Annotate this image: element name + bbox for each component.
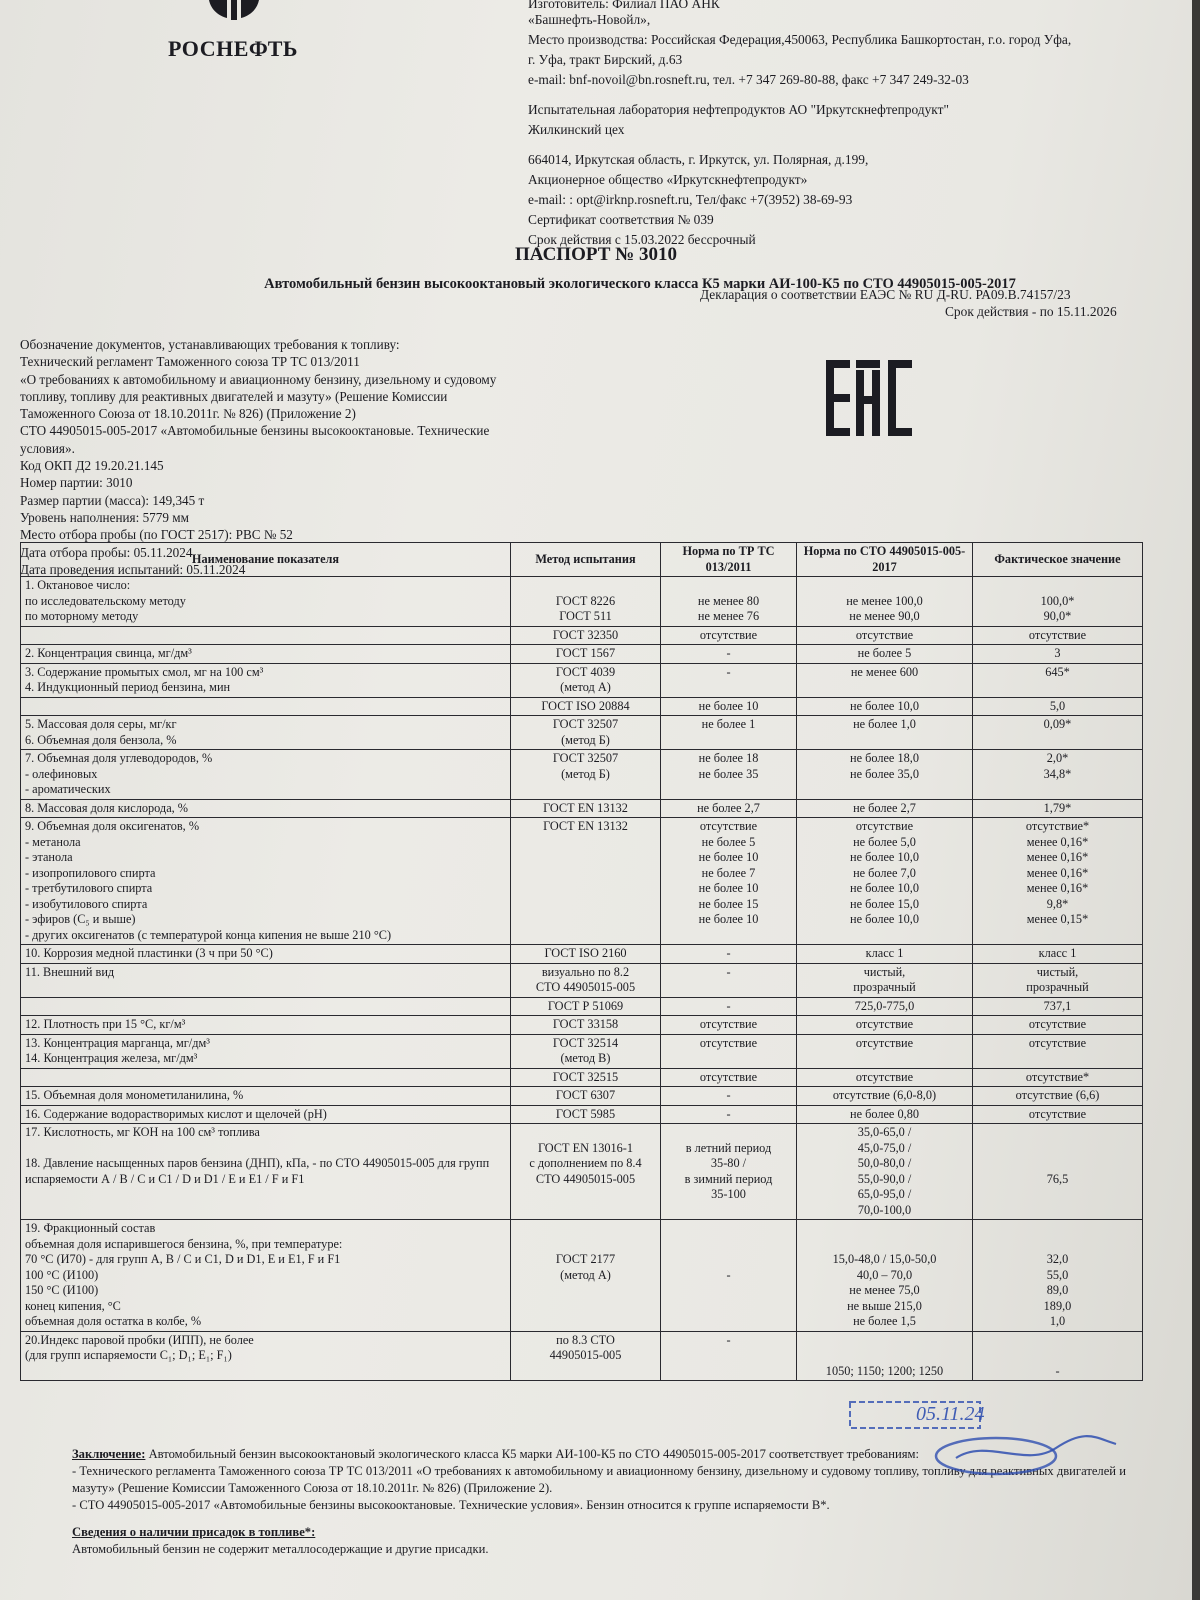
indicator-cell bbox=[21, 997, 511, 1016]
norm-sto-cell: не более 0,80 bbox=[797, 1105, 973, 1124]
conclusion-item: - Технического регламента Таможенного союза ТР ТС 013/2011 «О требованиях к автомобильному и авиационному бензину, дизельному и судовому топливу, топливу для реактивных двигателей и мазуту» (Решение Комиссии Таможенного Союза от 18.10.2011г. № 826) (Приложение 2). bbox=[72, 1464, 1126, 1495]
header-line: e-mail: bnf-novoil@bn.rosneft.ru, тел. +7 347 269-80-88, факс +7 347 249-32-03 bbox=[528, 72, 969, 87]
info-line: Место отбора пробы (по ГОСТ 2517): РВС № 52 bbox=[20, 527, 293, 543]
header-line: «Башнефть-Новойл», bbox=[528, 12, 651, 27]
header-line: Изготовитель: Филиал ПАО АНК bbox=[528, 0, 720, 11]
header-line: Сертификат соответствия № 039 bbox=[528, 212, 714, 227]
norm-sto-cell: отсутствие bbox=[797, 1016, 973, 1035]
method-cell: ГОСТ 6307 bbox=[511, 1087, 661, 1106]
method-cell: ГОСТ 33158 bbox=[511, 1016, 661, 1035]
actual-value-cell: 645* bbox=[973, 663, 1143, 697]
conclusion-text: Автомобильный бензин высокооктановый экологического класса К5 марки АИ-100-К5 по СТО 44905015-005-2017 соответствует требованиям: bbox=[148, 1447, 920, 1461]
norm-trts-cell: не более 2,7 bbox=[661, 799, 797, 818]
norm-trts-cell: - bbox=[661, 1087, 797, 1106]
norm-sto-cell: не более 10,0 bbox=[797, 697, 973, 716]
actual-value-cell: отсутствие bbox=[973, 1016, 1143, 1035]
actual-value-cell: 737,1 bbox=[973, 997, 1143, 1016]
method-cell: ГОСТ EN 13132 bbox=[511, 818, 661, 945]
norm-trts-cell: - bbox=[661, 963, 797, 997]
table-row bbox=[21, 663, 1143, 697]
norm-sto-cell: отсутствие bbox=[797, 1068, 973, 1087]
table-row bbox=[21, 697, 1143, 716]
table-row bbox=[21, 1034, 1143, 1068]
method-cell: ГОСТ 5985 bbox=[511, 1105, 661, 1124]
norm-sto-cell: 15,0-48,0 / 15,0-50,0 40,0 – 70,0 не менее 75,0 не выше 215,0 не более 1,5 bbox=[797, 1220, 973, 1332]
method-cell: ГОСТ ISO 2160 bbox=[511, 945, 661, 964]
method-cell: ГОСТ Р 51069 bbox=[511, 997, 661, 1016]
norm-trts-cell: отсутствие bbox=[661, 1034, 797, 1068]
table-row bbox=[21, 1105, 1143, 1124]
norm-sto-cell: не менее 100,0 не менее 90,0 bbox=[797, 577, 973, 627]
table-row bbox=[21, 750, 1143, 800]
info-line: «О требованиях к автомобильному и авиационному бензину, дизельному и судовому топливу, топливу для реактивных двигателей и мазуту» (Решение Комиссии Таможенного Союза от 18.10.2011г. № 826) (Приложение 2) bbox=[20, 371, 497, 422]
indicator-cell: 8. Массовая доля кислорода, % bbox=[21, 799, 511, 818]
conclusion-item: - СТО 44905015-005-2017 «Автомобильные бензины высокооктановые. Технические условия». Бензин относится к группе испаряемости В*. bbox=[72, 1498, 830, 1512]
eac-mark-icon bbox=[826, 360, 912, 436]
actual-value-cell: отсутствие bbox=[973, 1034, 1143, 1068]
norm-trts-cell: - bbox=[661, 645, 797, 664]
info-line: СТО 44905015-005-2017 «Автомобильные бензины высокооктановые. Технические условия». bbox=[20, 423, 490, 456]
method-cell: ГОСТ 1567 bbox=[511, 645, 661, 664]
norm-trts-cell: не менее 80 не менее 76 bbox=[661, 577, 797, 627]
info-line: Размер партии (масса): 149,345 т bbox=[20, 492, 205, 508]
norm-sto-cell: отсутствие bbox=[797, 1034, 973, 1068]
method-cell: ГОСТ ISO 20884 bbox=[511, 697, 661, 716]
table-row bbox=[21, 1124, 1143, 1220]
norm-trts-cell: отсутствие не более 5 не более 10 не более 7 не более 10 не более 15 не более 10 bbox=[661, 818, 797, 945]
norm-sto-cell: чистый, прозрачный bbox=[797, 963, 973, 997]
passport-subtitle: Автомобильный бензин высокооктановый экологического класса К5 марки АИ-100-К5 по СТО 44905015-005-2017 bbox=[264, 276, 1016, 292]
norm-sto-cell: не более 5 bbox=[797, 645, 973, 664]
actual-value-cell: 32,0 55,0 89,0 189,0 1,0 bbox=[973, 1220, 1143, 1332]
header-line: e-mail: : opt@irknp.rosneft.ru, Тел/факс +7(3952) 38-69-93 bbox=[528, 192, 853, 207]
column-header: Норма по СТО 44905015-005-2017 bbox=[797, 543, 973, 577]
norm-trts-cell: - bbox=[661, 1331, 797, 1381]
norm-sto-cell: не более 18,0 не более 35,0 bbox=[797, 750, 973, 800]
column-header: Фактическое значение bbox=[973, 543, 1143, 577]
header-line: Испытательная лаборатория нефтепродуктов АО "Иркутскнефтепродукт" bbox=[528, 102, 949, 117]
table-row bbox=[21, 1016, 1143, 1035]
actual-value-cell: 0,09* bbox=[973, 716, 1143, 750]
column-header: Наименование показателя bbox=[21, 543, 511, 577]
indicator-cell: 2. Концентрация свинца, мг/дм³ bbox=[21, 645, 511, 664]
indicator-cell: 17. Кислотность, мг КОН на 100 см³ топлива 18. Давление насыщенных паров бензина (ДНП), кПа, - по СТО 44905015-005 для групп испаряемости А / В / С и С1 / D и D1 / E и E1 / F и F1 bbox=[21, 1124, 511, 1220]
header-line: г. Уфа, тракт Бирский, д.63 bbox=[528, 52, 683, 67]
table-row bbox=[21, 1087, 1143, 1106]
stamp-icon bbox=[846, 1398, 1136, 1490]
actual-value-cell: отсутствие bbox=[973, 1105, 1143, 1124]
header-line: Место производства: Российская Федерация,450063, Республика Башкортостан, г.о. город Уфа, bbox=[528, 32, 1072, 47]
brand-name: РОСНЕФТЬ bbox=[168, 36, 298, 61]
method-cell: ГОСТ EN 13016-1 с дополнением по 8.4 СТО 44905015-005 bbox=[511, 1124, 661, 1220]
indicator-cell: 20.Индекс паровой пробки (ИПП), не более (для групп испаряемости C₁; D₁; E₁; F₁) bbox=[21, 1331, 511, 1381]
norm-trts-cell: отсутствие bbox=[661, 626, 797, 645]
norm-trts-cell: - bbox=[661, 945, 797, 964]
indicator-cell: 15. Объемная доля монометиланилина, % bbox=[21, 1087, 511, 1106]
indicator-cell: 13. Концентрация марганца, мг/дм³ 14. Концентрация железа, мг/дм³ bbox=[21, 1034, 511, 1068]
norm-trts-cell: отсутствие bbox=[661, 1016, 797, 1035]
table-row bbox=[21, 577, 1143, 627]
table-row bbox=[21, 1068, 1143, 1087]
indicator-cell bbox=[21, 697, 511, 716]
method-cell: ГОСТ 8226 ГОСТ 511 bbox=[511, 577, 661, 627]
method-cell: ГОСТ 32350 bbox=[511, 626, 661, 645]
info-line: Уровень наполнения: 5779 мм bbox=[20, 509, 189, 525]
indicator-cell: 11. Внешний вид bbox=[21, 963, 511, 997]
norm-trts-cell: отсутствие bbox=[661, 1068, 797, 1087]
method-cell: ГОСТ 4039 (метод А) bbox=[511, 663, 661, 697]
norm-trts-cell: - bbox=[661, 1105, 797, 1124]
norm-sto-cell: отсутствие bbox=[797, 626, 973, 645]
table-row bbox=[21, 997, 1143, 1016]
indicator-cell bbox=[21, 1068, 511, 1087]
passport-title: ПАСПОРТ № 3010 bbox=[515, 244, 677, 265]
info-line: Код ОКП Д2 19.20.21.145 bbox=[20, 458, 164, 474]
method-cell: ГОСТ 32507 (метод Б) bbox=[511, 716, 661, 750]
method-cell: ГОСТ 2177 (метод А) bbox=[511, 1220, 661, 1332]
norm-sto-cell: отсутствие (6,0-8,0) bbox=[797, 1087, 973, 1106]
actual-value-cell: 76,5 bbox=[973, 1124, 1143, 1220]
column-header: Метод испытания bbox=[511, 543, 661, 577]
additives-label: Сведения о наличии присадок в топливе*: bbox=[72, 1525, 316, 1539]
actual-value-cell: 5,0 bbox=[973, 697, 1143, 716]
info-line: Дата проведения испытаний: 05.11.2024 bbox=[20, 561, 246, 577]
actual-value-cell: чистый, прозрачный bbox=[973, 963, 1143, 997]
stamp-date: 05.11.24 bbox=[916, 1403, 985, 1425]
indicator-cell: 5. Массовая доля серы, мг/кг 6. Объемная доля бензола, % bbox=[21, 716, 511, 750]
column-header: Норма по ТР ТС 013/2011 bbox=[661, 543, 797, 577]
info-line: Технический регламент Таможенного союза ТР ТС 013/2011 bbox=[20, 354, 360, 370]
indicator-cell: 1. Октановое число: по исследовательскому методу по моторному методу bbox=[21, 577, 511, 627]
header-line: Акционерное общество «Иркутскнефтепродукт» bbox=[528, 172, 808, 187]
norm-sto-cell: класс 1 bbox=[797, 945, 973, 964]
info-line: Дата отбора пробы: 05.11.2024 bbox=[20, 544, 193, 560]
table-row bbox=[21, 963, 1143, 997]
declaration-validity: Срок действия - по 15.11.2026 bbox=[945, 304, 1117, 319]
indicator-cell bbox=[21, 626, 511, 645]
indicator-cell: 10. Коррозия медной пластинки (3 ч при 50 °C) bbox=[21, 945, 511, 964]
method-cell: ГОСТ 32514 (метод В) bbox=[511, 1034, 661, 1068]
actual-value-cell: отсутствие bbox=[973, 626, 1143, 645]
actual-value-cell: класс 1 bbox=[973, 945, 1143, 964]
norm-trts-cell: - bbox=[661, 663, 797, 697]
info-line: Обозначение документов, устанавливающих требования к топливу: bbox=[20, 337, 400, 352]
norm-trts-cell: не более 18 не более 35 bbox=[661, 750, 797, 800]
norm-sto-cell: не более 1,0 bbox=[797, 716, 973, 750]
header-line: Срок действия с 15.03.2022 бессрочный bbox=[528, 232, 756, 247]
method-cell: визуально по 8.2 СТО 44905015-005 bbox=[511, 963, 661, 997]
actual-value-cell: 3 bbox=[973, 645, 1143, 664]
method-cell: ГОСТ 32515 bbox=[511, 1068, 661, 1087]
indicator-cell: 12. Плотность при 15 °C, кг/м³ bbox=[21, 1016, 511, 1035]
norm-sto-cell: не более 2,7 bbox=[797, 799, 973, 818]
table-row bbox=[21, 945, 1143, 964]
info-line: Номер партии: 3010 bbox=[20, 475, 133, 491]
header-line: 664014, Иркутская область, г. Иркутск, ул. Полярная, д.199, bbox=[528, 152, 869, 167]
table-row bbox=[21, 716, 1143, 750]
actual-value-cell: отсутствие (6,6) bbox=[973, 1087, 1143, 1106]
table-header-row bbox=[21, 543, 1143, 577]
norm-sto-cell: 35,0-65,0 / 45,0-75,0 / 50,0-80,0 / 55,0-90,0 / 65,0-95,0 / 70,0-100,0 bbox=[797, 1124, 973, 1220]
declaration-number: Декларация о соответствии ЕАЭС № RU Д-RU. РА09.В.74157/23 bbox=[700, 287, 1071, 302]
norm-trts-cell: - bbox=[661, 1220, 797, 1332]
norm-sto-cell: не менее 600 bbox=[797, 663, 973, 697]
table-row bbox=[21, 818, 1143, 945]
table-row bbox=[21, 1331, 1143, 1381]
indicator-cell: 16. Содержание водорастворимых кислот и щелочей (pH) bbox=[21, 1105, 511, 1124]
method-cell: ГОСТ 32507 (метод Б) bbox=[511, 750, 661, 800]
table-row bbox=[21, 645, 1143, 664]
actual-value-cell: - bbox=[973, 1331, 1143, 1381]
actual-value-cell: отсутствие* bbox=[973, 1068, 1143, 1087]
indicator-cell: 9. Объемная доля оксигенатов, % - метанола - этанола - изопропилового спирта - третбутилового спирта - изобутилового спирта - эфиров (C₅ и выше) - других оксигенатов (с температурой конца кипения не выше 210 °C) bbox=[21, 818, 511, 945]
method-cell: по 8.3 СТО 44905015-005 bbox=[511, 1331, 661, 1381]
table-row bbox=[21, 626, 1143, 645]
conclusion-label: Заключение: bbox=[72, 1447, 146, 1461]
indicator-cell: 19. Фракционный состав объемная доля испарившегося бензина, %, при температуре: 70 °C (И70) - для групп А, В / С и С1, D и D1, E и E1, F и F1 100 °C (И100) 150 °C (И100) конец кипения, °C объемная доля остатка в колбе, % bbox=[21, 1220, 511, 1332]
rosneft-logo-icon bbox=[205, 0, 263, 20]
actual-value-cell: 1,79* bbox=[973, 799, 1143, 818]
norm-trts-cell: в летний период 35-80 / в зимний период 35-100 bbox=[661, 1124, 797, 1220]
norm-trts-cell: не более 1 bbox=[661, 716, 797, 750]
actual-value-cell: 2,0* 34,8* bbox=[973, 750, 1143, 800]
norm-sto-cell: 1050; 1150; 1200; 1250 bbox=[797, 1331, 973, 1381]
method-cell: ГОСТ EN 13132 bbox=[511, 799, 661, 818]
indicator-cell: 7. Объемная доля углеводородов, % - олефиновых - ароматических bbox=[21, 750, 511, 800]
norm-sto-cell: отсутствие не более 5,0 не более 10,0 не более 7,0 не более 10,0 не более 15,0 не более 10,0 bbox=[797, 818, 973, 945]
norm-trts-cell: не более 10 bbox=[661, 697, 797, 716]
norm-trts-cell: - bbox=[661, 997, 797, 1016]
table-row bbox=[21, 1220, 1143, 1332]
actual-value-cell: отсутствие* менее 0,16* менее 0,16* менее 0,16* менее 0,16* 9,8* менее 0,15* bbox=[973, 818, 1143, 945]
test-results-table bbox=[20, 542, 1143, 1381]
header-line: Жилкинский цех bbox=[528, 122, 625, 137]
additives-text: Автомобильный бензин не содержит металлосодержащие и другие присадки. bbox=[72, 1542, 489, 1556]
norm-sto-cell: 725,0-775,0 bbox=[797, 997, 973, 1016]
actual-value-cell: 100,0* 90,0* bbox=[973, 577, 1143, 627]
table-row bbox=[21, 799, 1143, 818]
indicator-cell: 3. Содержание промытых смол, мг на 100 см³ 4. Индукционный период бензина, мин bbox=[21, 663, 511, 697]
